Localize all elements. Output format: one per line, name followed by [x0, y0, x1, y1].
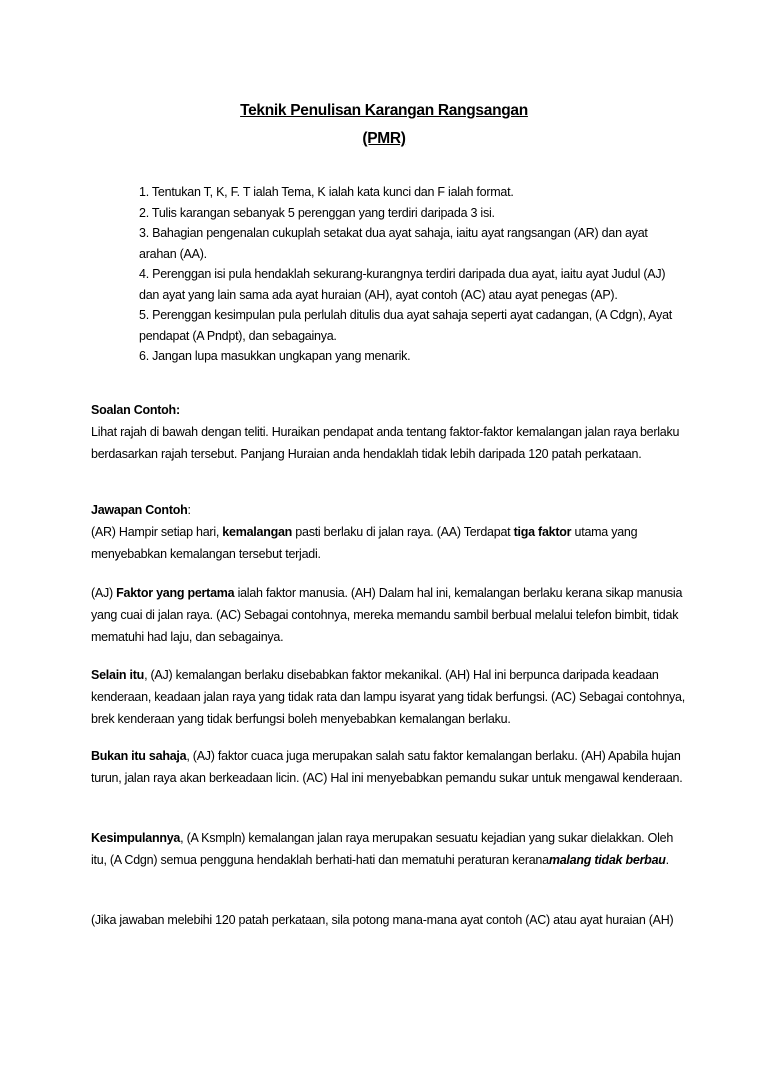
jawapan-heading-colon: : [187, 503, 191, 517]
intro-text-3: utama yang menyebabkan kemalangan tersebut terjadi. [91, 525, 638, 562]
jawapan-heading-line [91, 499, 691, 521]
kesimpulan-idiom: malang tidak berbau [548, 853, 666, 868]
step-5: 5. Perenggan kesimpulan pula perlulah ditulis dua ayat sahaja seperti ayat cadangan, (A Cdgn), Ayat pendapat (A Pndpt), dan sebagainya. [139, 308, 673, 343]
soalan-section [91, 399, 691, 466]
paragraph-isi-1 [91, 582, 691, 649]
page-title: Teknik Penulisan Karangan Rangsangan [240, 102, 528, 119]
step-4: 4. Perenggan isi pula hendaklah sekurang-kurangnya terdiri daripada dua ayat, iaitu ayat Judul (AJ) dan ayat yang lain sama ada ayat huraian (AH), ayat contoh (AC) atau ayat penegas (AP). [139, 267, 666, 302]
isi1-text-1: (AJ) [91, 586, 117, 600]
page-subtitle: (PMR) [362, 130, 406, 147]
soalan-heading: Soalan Contoh: [91, 403, 180, 417]
isi3-bold: Bukan itu sahaja [91, 749, 187, 763]
kesimpulan-text-1: , (A Ksmpln) kemalangan jalan raya merupakan sesuatu kejadian yang sukar dielakkan. Oleh itu, (A Cdgn) semua pengguna hendaklah berhati-hati dan mematuhi peraturan kerana [91, 831, 674, 868]
isi1-text-2: ialah faktor manusia. (AH) Dalam hal ini, kemalangan berlaku kerana sikap manusia yang cuai di jalan raya. (AC) Sebagai contohnya, mereka memandu sambil berbual melalui telefon bimbit, tidak mematuhi had laju, dan sebagainya. [91, 586, 683, 645]
step-1: 1. Tentukan T, K, F. T ialah Tema, K ialah kata kunci dan F ialah format. [139, 185, 514, 199]
isi2-text: , (AJ) kemalangan berlaku disebabkan faktor mekanikal. (AH) Hal ini berpunca daripada keadaan kenderaan, keadaan jalan raya yang tidak rata dan lampu isyarat yang tidak berfungsi. (AC) Sebagai contohnya, brek kenderaan yang tidak berfungsi boleh menyebabkan kemalangan berlaku. [91, 668, 685, 727]
paragraph-isi-2 [91, 664, 691, 731]
isi2-bold: Selain itu [91, 668, 145, 682]
intro-bold-1: kemalangan [222, 525, 293, 539]
isi3-text: , (AJ) faktor cuaca juga merupakan salah satu faktor kemalangan berlaku. (AH) Apabila hujan turun, jalan raya akan berkeadaan licin. (AC) Hal ini menyebabkan pemandu sukar untuk mengawal kenderaan. [91, 749, 683, 786]
step-2: 2. Tulis karangan sebanyak 5 perenggan yang terdiri daripada 3 isi. [139, 205, 495, 220]
jawapan-heading: Jawapan Contoh [91, 503, 188, 517]
intro-bold-2: tiga faktor [513, 525, 572, 539]
steps-list [139, 182, 684, 367]
step-3: 3. Bahagian pengenalan cukuplah setakat dua ayat sahaja, iaitu ayat rangsangan (AR) dan ayat arahan (AA). [139, 226, 648, 261]
kesimpulan-bold: Kesimpulannya [91, 831, 181, 845]
intro-text-2: pasti berlaku di jalan raya. (AA) Terdapat [292, 525, 514, 539]
soalan-text: Lihat rajah di bawah dengan teliti. Huraikan pendapat anda tentang faktor-faktor kemalangan jalan raya berlaku berdasarkan rajah tersebut. Panjang Huraian anda hendaklah tidak lebih daripada 120 patah perkataan. [91, 425, 680, 462]
paragraph-kesimpulan [91, 827, 691, 871]
step-6: 6. Jangan lupa masukkan ungkapan yang menarik. [139, 349, 411, 363]
intro-text-1: (AR) Hampir setiap hari, [91, 525, 223, 539]
paragraph-isi-3 [91, 745, 691, 789]
kesimpulan-text-2: . [665, 853, 669, 868]
isi1-bold: Faktor yang pertama [116, 586, 235, 600]
nota-text: (Jika jawaban melebihi 120 patah perkataan, sila potong mana-mana ayat contoh (AC) atau ayat huraian (AH) [91, 913, 674, 927]
paragraph-nota [91, 909, 691, 931]
paragraph-intro [91, 521, 691, 565]
